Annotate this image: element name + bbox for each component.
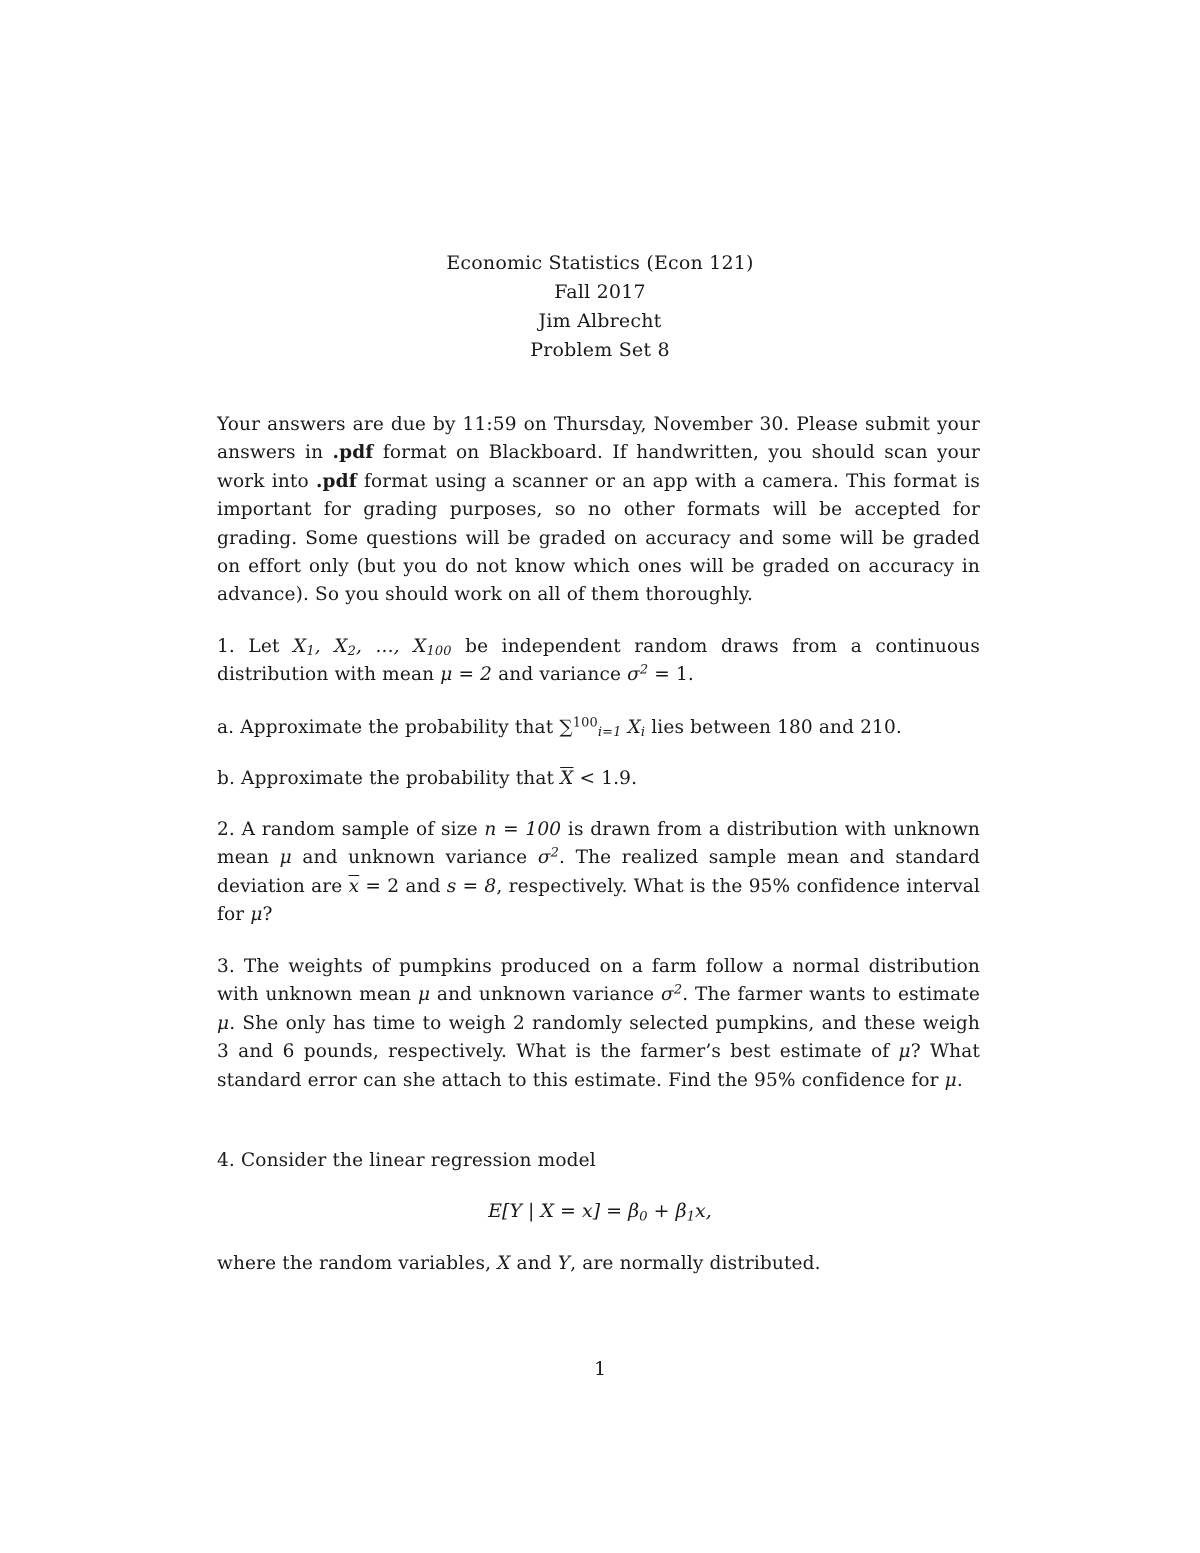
mu-symbol: μ (417, 984, 431, 1006)
sigma-squared: $\sigma^2$ (537, 845, 559, 869)
question-2 (217, 816, 980, 930)
sigma-squared: $\sigma^2$ (661, 982, 683, 1006)
q1a-text: a. Approximate the probability that (217, 717, 560, 738)
q3-text-c: . The farmer wants to estimate (682, 984, 980, 1006)
instructions-text-3: format using a scanner or an app with a camera. This format is important for grading purposes, so no other formats will be accepted for grading. Some questions will be graded on accuracy and some will be graded on effort only (but you do not know which ones will be graded on accuracy in advance). So you should work on all of them thoroughly. (217, 470, 980, 606)
question-1 (217, 633, 980, 690)
q3-text-f: . (956, 1069, 963, 1091)
regression-equation: E[Y | $X = x] = \beta_0 + \beta_1x$, (488, 1200, 712, 1225)
q1-mean: μ = 2 (440, 664, 493, 686)
q1-sigma: $\sigma^2$ (627, 662, 649, 686)
q1-variables: $X_1$, $X_2$, ..., $X_{100}$ (293, 636, 452, 660)
question-4 (217, 1147, 980, 1175)
pdf-emphasis-2: .pdf (315, 470, 357, 492)
q2-text-c: and unknown variance (291, 847, 538, 869)
q1a-range: lies between 180 and 210. (645, 717, 902, 738)
q1-variance: = 1. (654, 664, 694, 686)
q2-text-b: is drawn from a distribution with unknown mean (217, 819, 980, 869)
mu-symbol: μ (944, 1069, 957, 1091)
xbar-symbol: $\overline{x}$ (348, 875, 360, 897)
mu-symbol: μ (279, 847, 292, 869)
sample-size: n = 100 (484, 819, 562, 840)
title-block (0, 249, 1200, 365)
q4-text-a: where the random variables, (217, 1253, 498, 1274)
xbar-value: = 2 (359, 875, 400, 897)
q1b-text: b. Approximate the probability that (217, 768, 561, 789)
q3-text-a: 3. The weights of pumpkins produced on a farm follow a normal distribution with unknown mean (217, 956, 980, 1006)
instructions-paragraph (217, 411, 980, 610)
var-x: X (497, 1253, 511, 1274)
q1-text-a: 1. Let (217, 636, 294, 657)
instructor: Jim Albrecht (538, 310, 662, 332)
sample-mean-symbol: $\overline{X}$ (560, 768, 574, 789)
mu-symbol: μ (250, 904, 263, 926)
q2-text-d: . The realized sample mean and standard deviation are (217, 847, 980, 897)
instructions-text-1: Your answers are due by 11:59 on Thursday, November 30. Please submit your answers in (217, 414, 980, 464)
q2-text-f: , respectively. What is the 95% confidence interval for (217, 875, 980, 926)
sd-value: s = 8 (446, 875, 497, 897)
q4-text-b: and (510, 1253, 558, 1274)
mu-symbol: μ (898, 1041, 911, 1063)
q2-text-g: ? (262, 904, 273, 926)
question-1a (217, 714, 980, 742)
q3-text-b: and unknown variance (430, 984, 662, 1006)
q2-text-e: and (399, 875, 447, 897)
question-1b (217, 765, 980, 793)
course-title: Economic Statistics (Econ 121) (446, 252, 754, 274)
q2-text-a: 2. A random sample of size (217, 819, 485, 840)
q4-text-c: , are normally distributed. (570, 1253, 821, 1274)
problem-set-title: Problem Set 8 (530, 339, 670, 361)
question-3 (217, 953, 980, 1095)
sum-expression: ∑$^{100}_{i=1}$ $X_i$ (559, 715, 646, 741)
q1-text-b: be independent random draws from a continuous distribution with mean (217, 636, 980, 686)
pdf-emphasis-1: .pdf (332, 442, 374, 464)
q1-text-c: and variance (492, 664, 628, 686)
q3-text-d: . She only has time to weigh 2 randomly selected pumpkins, and these weigh 3 and 6 pounds, respectively. What is the farmer’s best estimate of (217, 1012, 980, 1063)
q3-text-e: ? What standard error can she attach to this estimate. Find the 95% confidence for (217, 1041, 980, 1091)
q4-intro: 4. Consider the linear regression model (217, 1150, 596, 1171)
term: Fall 2017 (554, 281, 646, 303)
instructions-text-2: format on Blackboard. If handwritten, you should scan your work into (217, 442, 980, 492)
q1b-inequality: < 1.9. (573, 768, 638, 789)
var-y: Y (557, 1253, 571, 1274)
mu-symbol: μ (217, 1012, 230, 1034)
page-number: 1 (593, 1358, 607, 1380)
question-4-followup (217, 1250, 980, 1278)
